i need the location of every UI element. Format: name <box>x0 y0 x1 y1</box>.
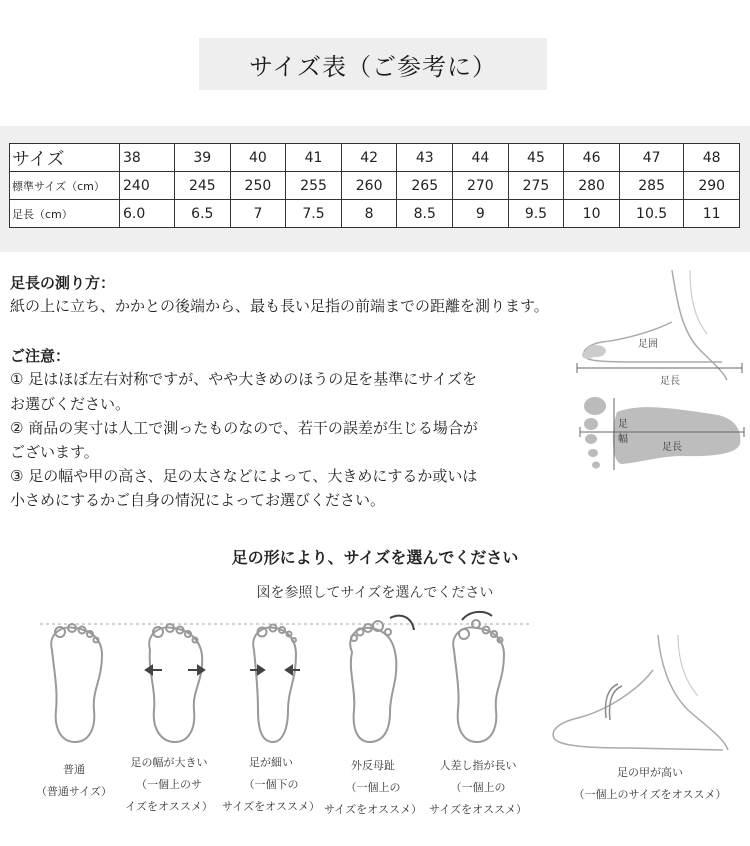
page-title-text: サイズ表（ご参考に） <box>248 52 498 81</box>
size-table-cell: 275 <box>508 172 564 200</box>
size-table-cell: 9 <box>453 200 509 228</box>
note-line: ② 商品の実寸は人工で測ったものなので、若干の誤差が生じる場合が <box>10 419 478 437</box>
caption-high-instep: 足の甲が高い （一個上のサイズをオススメ） <box>573 766 727 801</box>
size-table-row-label: サイズ <box>10 144 120 172</box>
shape-section-title: 足の形により、サイズを選んでください <box>231 548 519 567</box>
size-table-cell: 38 <box>120 144 175 172</box>
caption-bunion: 外反母趾 （一個上の サイズをオススメ） <box>323 759 422 816</box>
size-table-cell: 11 <box>684 200 740 228</box>
size-table-cell: 260 <box>341 172 397 200</box>
size-table-cell: 10.5 <box>619 200 684 228</box>
size-table <box>9 143 740 228</box>
size-table-cell: 240 <box>120 172 175 200</box>
caption-normal: 普通 （普通サイズ） <box>35 763 113 798</box>
size-table-cell: 48 <box>684 144 740 172</box>
length-label-sole: 足長 <box>662 442 682 453</box>
caption-wide: 足の幅が大きい （一個上のサ イズをオススメ） <box>125 756 213 813</box>
width-label-1: 足 <box>618 419 628 430</box>
caption-narrow: 足が細い （一個下の サイズをオススメ） <box>221 756 320 813</box>
size-table-row-label: 標準サイズ（cm） <box>10 172 120 200</box>
narrow-arrows-icon <box>250 666 300 674</box>
size-table-cell: 255 <box>286 172 342 200</box>
size-table-cell: 290 <box>684 172 740 200</box>
size-table-cell: 47 <box>619 144 684 172</box>
width-label-2: 幅 <box>618 434 628 445</box>
size-table-cell: 45 <box>508 144 564 172</box>
foot-sole-measure-diagram <box>572 392 747 477</box>
foot-bunion-outline <box>350 616 414 742</box>
note-line: ③ 足の幅や甲の高さ、足の太さなどによって、大きめにするか或いは <box>10 467 478 485</box>
note-line: ございます。 <box>10 443 99 461</box>
size-table-cell: 280 <box>564 172 620 200</box>
size-table-cell: 9.5 <box>508 200 564 228</box>
foot-shapes-illustration <box>30 610 550 750</box>
size-table-cell: 285 <box>619 172 684 200</box>
foot-normal-outline <box>51 624 102 742</box>
note-line: お選びください。 <box>10 395 131 413</box>
size-table-cell: 39 <box>175 144 231 172</box>
size-table-cell: 42 <box>341 144 397 172</box>
measure-text: 紙の上に立ち、かかとの後端から、最も長い足指の前端までの距離を測ります。 <box>10 297 549 315</box>
size-table-row-label: 足長（cm） <box>10 200 120 228</box>
size-table-cell: 7.5 <box>286 200 342 228</box>
size-table-cell: 40 <box>230 144 286 172</box>
size-table-cell: 270 <box>453 172 509 200</box>
caption-long-second-toe: 人差し指が長い （一個上の サイズをオススメ） <box>428 759 527 816</box>
size-table-cell: 7 <box>230 200 286 228</box>
girth-label: 足囲 <box>638 339 658 350</box>
note-line: 小さめにするかご自身の情況によってお選びください。 <box>10 491 386 509</box>
size-table-cell: 245 <box>175 172 231 200</box>
width-arrows-icon <box>146 666 204 674</box>
size-table-cell: 265 <box>397 172 453 200</box>
measure-title: 足長の測り方： <box>10 274 116 292</box>
notes-title: ご注意： <box>10 347 71 365</box>
size-table-cell: 41 <box>286 144 342 172</box>
shape-section-subtitle: 図を参照してサイズを選んでください <box>256 585 494 601</box>
size-table-row <box>10 144 740 172</box>
size-table-row <box>10 172 740 200</box>
size-table-cell: 6.0 <box>120 200 175 228</box>
foot-high-instep-illustration <box>548 630 738 760</box>
note-line: ① 足はほぼ左右対称ですが、やや大きめのほうの足を基準にサイズを <box>10 370 478 388</box>
size-table-cell: 10 <box>564 200 620 228</box>
foot-narrow-outline <box>253 625 296 743</box>
size-table-cell: 43 <box>397 144 453 172</box>
foot-long-second-toe-outline <box>453 612 504 742</box>
size-table-cell: 8 <box>341 200 397 228</box>
size-table-cell: 6.5 <box>175 200 231 228</box>
size-table-cell: 46 <box>564 144 620 172</box>
foot-wide-outline <box>149 624 202 742</box>
size-table-cell: 250 <box>230 172 286 200</box>
page-title <box>199 38 547 90</box>
size-table-cell: 44 <box>453 144 509 172</box>
size-table-row <box>10 200 740 228</box>
length-label-side: 足長 <box>660 376 680 387</box>
foot-side-measure-diagram <box>572 262 747 392</box>
size-table-cell: 8.5 <box>397 200 453 228</box>
